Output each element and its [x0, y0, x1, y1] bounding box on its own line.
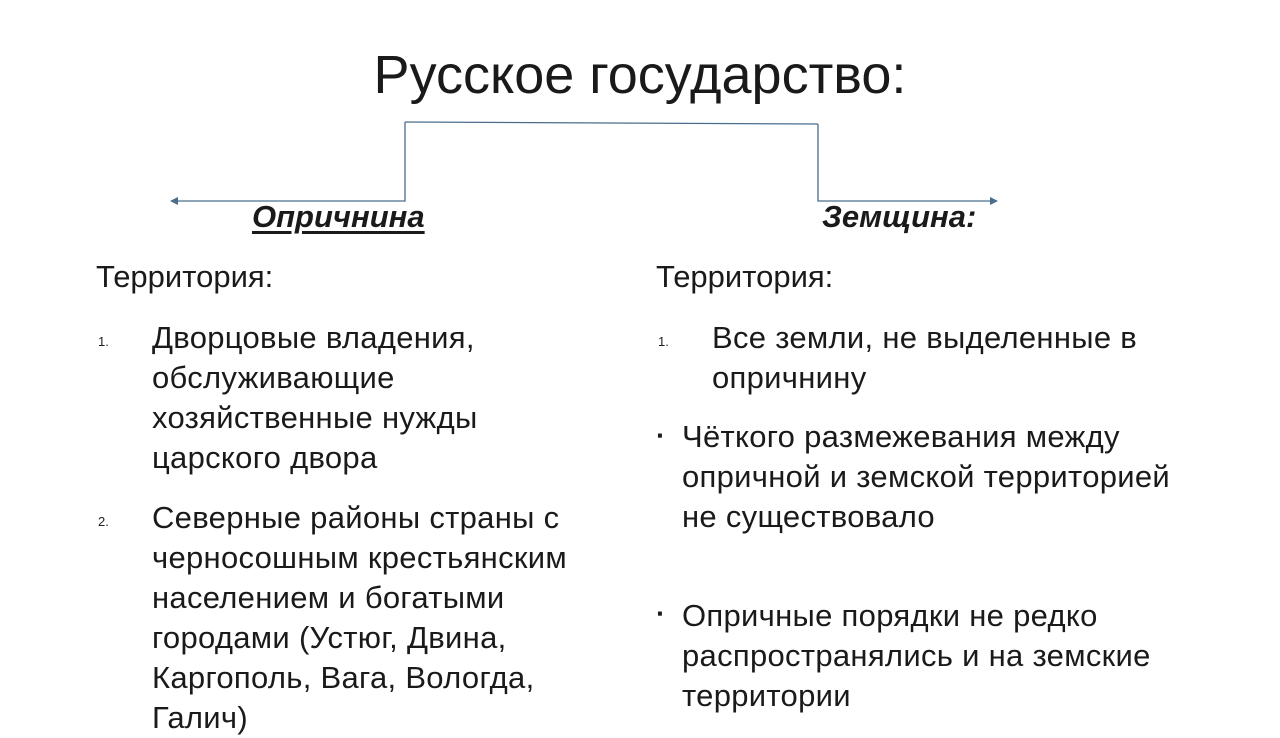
connector-left-branch	[176, 122, 405, 201]
connector-right-branch	[818, 124, 994, 201]
right-item-1-text: Все земли, не выделенные в опричнину	[712, 320, 1138, 395]
slide-title: Русское государство:	[373, 45, 907, 105]
arrow-right-icon	[990, 197, 998, 205]
right-bullet-1-text: Чёткого размежевания между опричной и земской территорией не существовало	[682, 419, 1171, 534]
right-territory-label: Территория:	[656, 259, 834, 294]
right-item-1-number: 1.	[658, 334, 669, 349]
right-bullet-2-marker: ∙	[656, 598, 664, 629]
left-territory-label: Территория:	[96, 259, 274, 294]
left-item-1-number: 1.	[98, 334, 109, 349]
left-item-2-number: 2.	[98, 514, 109, 529]
left-item-2-text: Северные районы страны с черносошным крестьянским населением и богатыми городами (Устюг, Двина, Каргополь, Вага, Вологда, Галич)	[152, 500, 567, 735]
left-item-1-text: Дворцовые владения, обслуживающие хозяйственные нужды царского двора	[152, 320, 478, 475]
arrow-left-icon	[170, 197, 178, 205]
zemshchina-heading: Земщина:	[822, 199, 977, 234]
right-bullet-2-text: Опричные порядки не редко распространялись и на земские территории	[682, 598, 1151, 713]
right-bullet-1-marker: ∙	[656, 420, 664, 451]
connector-line	[405, 122, 818, 124]
oprichnina-heading: Опричнина	[252, 199, 425, 234]
